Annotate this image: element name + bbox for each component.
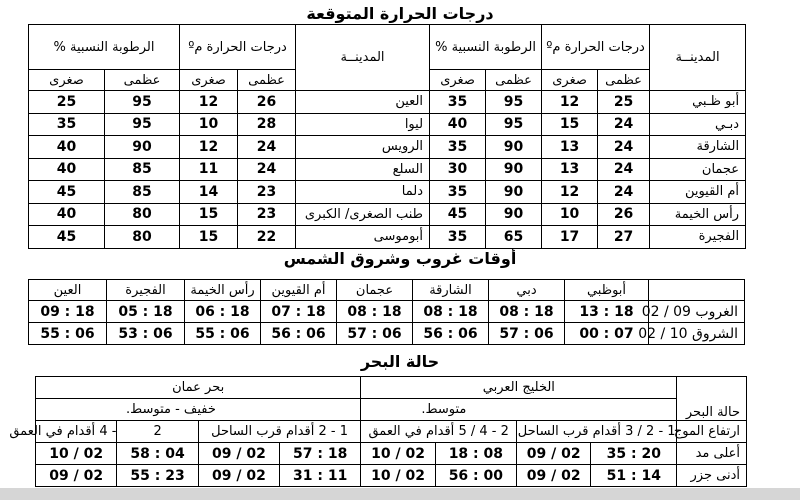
sea-state-label: حالة البحر: [677, 377, 747, 421]
humidity-min: 45: [29, 226, 105, 249]
sun-city: أبوظبي: [565, 280, 649, 301]
sunrise-time: 06 : 55: [185, 323, 261, 345]
humidity-min: 25: [29, 91, 105, 114]
sunrise-time: 06 : 57: [489, 323, 565, 345]
temperature-table: [28, 24, 746, 249]
city-name: دبـي: [650, 113, 746, 136]
temp-max: 23: [238, 203, 296, 226]
high-tide-cell: 18 : 57: [280, 443, 361, 465]
low-tide-cell: 02 / 09: [517, 465, 591, 487]
city-name: الرويس: [296, 136, 430, 159]
humidity-max: 85: [105, 181, 180, 204]
high-tide-row: [36, 443, 747, 465]
humidity-min: 45: [29, 181, 105, 204]
city-name: أبو ظـبي: [650, 91, 746, 114]
high-tide-cell: 20 : 35: [591, 443, 677, 465]
temp-max: 24: [238, 158, 296, 181]
city-name: العين: [296, 91, 430, 114]
temp-max: 27: [598, 226, 650, 249]
humidity-max: 90: [486, 181, 542, 204]
humidity-max: 95: [105, 113, 180, 136]
temp-min: 11: [180, 158, 238, 181]
sun-title: أوقات غروب وشروق الشمس: [283, 249, 517, 268]
city-name: الشارقة: [650, 136, 746, 159]
humidity-max: 65: [486, 226, 542, 249]
temp-max: 26: [238, 91, 296, 114]
temp-max: 28: [238, 113, 296, 136]
sunset-time: 18 : 09: [29, 301, 107, 323]
humidity-max: 95: [486, 91, 542, 114]
high-tide-cell: 02 / 09: [198, 443, 279, 465]
temp-min: 13: [542, 136, 598, 159]
humidity-min: 30: [430, 158, 486, 181]
sea-title: حالة البحر: [360, 352, 440, 371]
low-tide-cell: 02 / 09: [198, 465, 279, 487]
temp-min: 15: [542, 113, 598, 136]
high-tide-cell: 02 / 10: [361, 443, 435, 465]
temp-min: 15: [180, 203, 238, 226]
humidity-max: 95: [105, 91, 180, 114]
sunset-row: [29, 301, 745, 323]
low-tide-label: أدنى جزر: [677, 465, 747, 487]
bottom-band: [0, 488, 800, 500]
humidity-min: 40: [29, 136, 105, 159]
low-tide-cell: 11 : 31: [280, 465, 361, 487]
temperature-row: [29, 181, 746, 204]
humidity-max: 90: [105, 136, 180, 159]
sunset-time: 18 : 08: [489, 301, 565, 323]
sun-city: الفجيرة: [107, 280, 185, 301]
blank-cell: [649, 280, 745, 301]
temp-max: 24: [598, 136, 650, 159]
gulf-wave-deep: 2 - 4 / 5 أقدام في العمق: [361, 421, 517, 443]
temp-max: 26: [598, 203, 650, 226]
city-name: الفجيرة: [650, 226, 746, 249]
sunrise-time: 06 : 57: [337, 323, 413, 345]
temp-max: 24: [238, 136, 296, 159]
sunset-time: 18 : 08: [337, 301, 413, 323]
humidity-max: 90: [486, 203, 542, 226]
temp-min: 13: [542, 158, 598, 181]
temperature-row: [29, 158, 746, 181]
sunset-time: 18 : 07: [261, 301, 337, 323]
city-name: ليوا: [296, 113, 430, 136]
temperature-row: [29, 91, 746, 114]
temperature-row: [29, 203, 746, 226]
temp-min: 12: [180, 91, 238, 114]
high-tide-label: أعلى مد: [677, 443, 747, 465]
city-name: دلما: [296, 181, 430, 204]
high-tide-cell: 04 : 58: [117, 443, 198, 465]
low-tide-cell: 02 / 09: [36, 465, 117, 487]
humidity-min: 35: [29, 113, 105, 136]
min-header: صغرى: [29, 70, 105, 91]
humidity-max: 90: [486, 136, 542, 159]
temp-max: 24: [598, 113, 650, 136]
humidity-max: 95: [486, 113, 542, 136]
temp-min: 12: [180, 136, 238, 159]
humidity-min: 35: [430, 91, 486, 114]
sun-city: العين: [29, 280, 107, 301]
humidity-header: الرطوبة النسبية %: [430, 25, 542, 70]
sun-city: دبي: [489, 280, 565, 301]
sunrise-time: 07 : 00: [565, 323, 649, 345]
humidity-min: 35: [430, 226, 486, 249]
max-header: عظمى: [486, 70, 542, 91]
humidity-min: 45: [430, 203, 486, 226]
humidity-max: 80: [105, 203, 180, 226]
temp-min: 10: [180, 113, 238, 136]
humidity-max: 90: [486, 158, 542, 181]
sunset-time: 18 : 06: [185, 301, 261, 323]
temp-header: درجات الحرارة مº: [542, 25, 650, 70]
temperature-row: [29, 113, 746, 136]
city-name: طنب الصغرى/ الكبرى: [296, 203, 430, 226]
city-name: أبوموسى: [296, 226, 430, 249]
city-name: السلع: [296, 158, 430, 181]
low-tide-cell: 23 : 55: [117, 465, 198, 487]
temp-max: 25: [598, 91, 650, 114]
temp-min: 12: [542, 181, 598, 204]
wave-label: ارتفاع الموج: [677, 421, 747, 443]
sun-table: [28, 279, 745, 345]
city-header: المدينــة: [296, 25, 430, 91]
low-tide-cell: 00 : 56: [435, 465, 516, 487]
sunrise-time: 06 : 56: [413, 323, 489, 345]
min-header: صغرى: [542, 70, 598, 91]
temp-max: 23: [238, 181, 296, 204]
temp-min: 17: [542, 226, 598, 249]
max-header: عظمى: [238, 70, 296, 91]
sunrise-time: 06 : 53: [107, 323, 185, 345]
sunrise-time: 06 : 55: [29, 323, 107, 345]
temp-max: 24: [598, 158, 650, 181]
oman-header: بحر عمان: [36, 377, 361, 399]
high-tide-cell: 02 / 09: [517, 443, 591, 465]
sea-table: [9, 376, 747, 487]
temperature-title: درجات الحرارة المتوقعة: [306, 4, 494, 23]
temp-min: 10: [542, 203, 598, 226]
temp-min: 14: [180, 181, 238, 204]
oman-wave-near: 1 - 2 أقدام قرب الساحل: [198, 421, 361, 443]
min-header: صغرى: [180, 70, 238, 91]
high-tide-cell: 08 : 18: [435, 443, 516, 465]
sunset-time: 18 : 13: [565, 301, 649, 323]
humidity-min: 40: [430, 113, 486, 136]
humidity-min: 35: [430, 136, 486, 159]
sun-city: الشارقة: [413, 280, 489, 301]
sunrise-label: الشروق 10 / 02: [649, 323, 745, 345]
humidity-header: الرطوبة النسبية %: [29, 25, 180, 70]
oman-wave-deep-num: 2: [117, 421, 198, 443]
oman-state: خفيف - متوسط.: [36, 399, 361, 421]
city-name: رأس الخيمة: [650, 203, 746, 226]
sunset-time: 18 : 08: [413, 301, 489, 323]
sun-city: أم القيوين: [261, 280, 337, 301]
temp-header: درجات الحرارة مº: [180, 25, 296, 70]
oman-wave-deep-text: - 4 أقدام في العمق: [36, 421, 117, 443]
sunrise-time: 06 : 56: [261, 323, 337, 345]
gulf-state: متوسط.: [361, 399, 677, 421]
sun-city: رأس الخيمة: [185, 280, 261, 301]
max-header: عظمى: [598, 70, 650, 91]
humidity-min: 35: [430, 181, 486, 204]
sun-city: عجمان: [337, 280, 413, 301]
low-tide-cell: 02 / 10: [361, 465, 435, 487]
sun-header-row: [29, 280, 745, 301]
sunset-label: الغروب 09 / 02: [649, 301, 745, 323]
sunrise-row: [29, 323, 745, 345]
low-tide-cell: 14 : 51: [591, 465, 677, 487]
temperature-row: [29, 136, 746, 159]
humidity-max: 85: [105, 158, 180, 181]
humidity-min: 40: [29, 158, 105, 181]
city-name: عجمان: [650, 158, 746, 181]
city-name: أم القيوين: [650, 181, 746, 204]
temp-max: 22: [238, 226, 296, 249]
temperature-row: [29, 226, 746, 249]
humidity-min: 40: [29, 203, 105, 226]
temp-max: 24: [598, 181, 650, 204]
temp-min: 15: [180, 226, 238, 249]
low-tide-row: [36, 465, 747, 487]
temp-min: 12: [542, 91, 598, 114]
min-header: صغرى: [430, 70, 486, 91]
high-tide-cell: 02 / 10: [36, 443, 117, 465]
sunset-time: 18 : 05: [107, 301, 185, 323]
gulf-wave-near: 1 - 2 / 3 أقدام قرب الساحل: [517, 421, 677, 443]
gulf-header: الخليج العربي: [361, 377, 677, 399]
humidity-max: 80: [105, 226, 180, 249]
city-header: المدينــة: [650, 25, 746, 91]
max-header: عظمى: [105, 70, 180, 91]
